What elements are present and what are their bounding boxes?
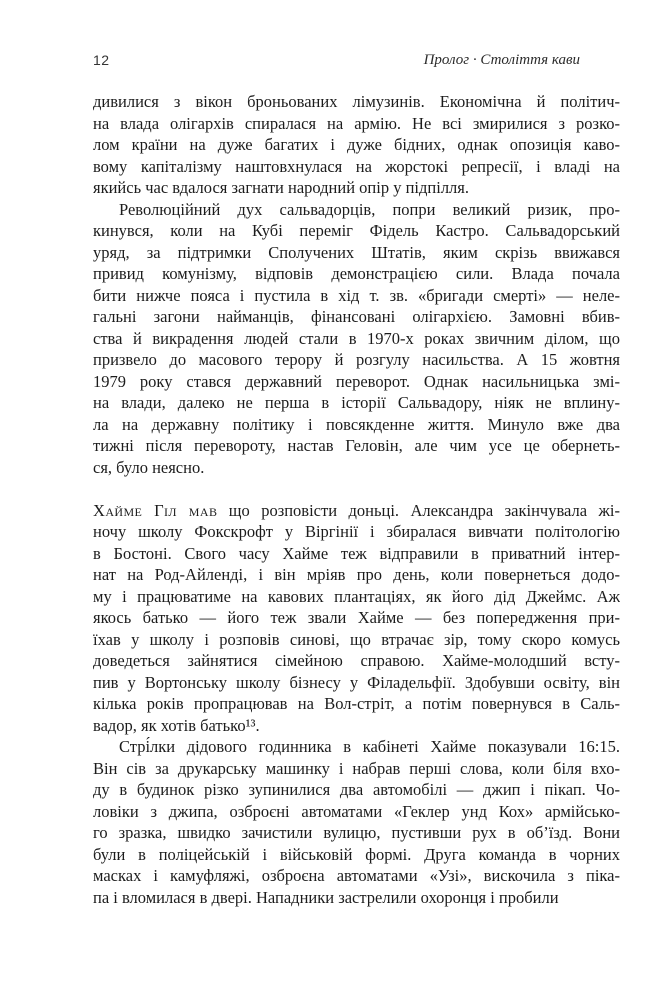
- text-line: лом країни на дуже багатих і дуже бідних, однак опозиція каво-: [93, 135, 620, 154]
- text-line: якийсь час вдалося загнати народний опір у підпілля.: [93, 178, 469, 197]
- text-line: масках і камуфляжі, озброєна автоматами «Узі», вискочила з піка-: [93, 866, 620, 885]
- text-line: Він сів за друкарську машинку і набрав перші слова, коли біля вхо-: [93, 758, 620, 778]
- text-line: на влади, далеко не перша в історії Сальвадору, ніяк не вплину-: [93, 393, 620, 412]
- text-line: ся, було неясно.: [93, 457, 205, 477]
- text-line: вадор, як хотів батько¹³.: [93, 715, 260, 735]
- text-line: пив у Вортонську школу бізнесу у Філадельфії. Здобувши освіту, він: [93, 672, 620, 692]
- text-line: бити нижче пояса і пустила в хід т. зв. «бригади смерті» — неле-: [93, 285, 620, 305]
- text-line: кілька років пропрацював на Вол-стріт, а потім повернувся в Саль-: [93, 694, 620, 713]
- text-line: гальні загони найманців, фінансовані олігархією. Замовні вбив-: [93, 307, 620, 326]
- text-line: му і працюватиме на кавових плантаціях, як його дід Джеймс. Аж: [93, 586, 620, 606]
- text-line: кинувся, коли на Кубі переміг Фідель Кастро. Сальвадорський: [93, 221, 620, 240]
- running-head-title: Пролог · Століття кави: [423, 52, 580, 68]
- paragraph: [93, 500, 620, 737]
- text-line: дивилися з вікон броньованих лімузинів. Економічна й політич-: [93, 92, 620, 111]
- text-line: па і вломилася в двері. Нападники застрелили охоронця і пробили: [93, 887, 559, 907]
- text-line: Стрі́лки дідового годинника в кабінеті Хайме показували 16:15.: [119, 737, 620, 756]
- page-body: [93, 91, 620, 908]
- paragraph: [93, 91, 620, 199]
- text-line: в Бостоні. Свого часу Хайме теж відправили в приватний інтер-: [93, 543, 620, 563]
- text-line: тижні після перевороту, настав Геловін, але чим усе це обернеть-: [93, 436, 620, 455]
- text-line: ночу школу Фокскрофт у Віргінії і збиралася вивчати політологію: [93, 522, 620, 541]
- text-line: ства й викрадення людей стали в 1970-х роках звичним ділом, що: [93, 328, 620, 348]
- text-line: були в поліцейській і військовій формі. Друга команда в чорних: [93, 844, 620, 864]
- text-line: привид комунізму, відповів демонстрацією сили. Влада почала: [93, 264, 620, 283]
- text-line: Хайме Гіл мав що розповісти доньці. Александра закінчувала жі-: [93, 500, 620, 520]
- text-line: призвело до масового терору й розгулу насильства. А 15 жовтня: [93, 350, 620, 369]
- text-line: якось батько — його теж звали Хайме — без попередження при-: [93, 608, 620, 627]
- text-line: на влада олігархів спиралася на армію. Не всі змирилися з розко-: [93, 113, 620, 133]
- running-header: [93, 51, 620, 69]
- text-line: ла на державну політику і повсякденне життя. Минуло вже два: [93, 414, 620, 434]
- text-line: го зразка, швидко зачистили вулицю, пустивши рух в об’їзд. Вони: [93, 823, 620, 842]
- text-line: доведеться зайнятися сімейною справою. Хайме-молодший всту-: [93, 651, 620, 670]
- page-number: 12: [93, 52, 110, 68]
- text-line: ду в будинок різко зупинилися два автомобілі — джип і пікап. Чо-: [93, 780, 620, 799]
- text-line: їхав у школу і розповів синові, що втрачає зір, тому скоро комусь: [93, 629, 620, 649]
- text-line: нат на Род-Айленді, і він мріяв про день, коли повернеться додо-: [93, 565, 620, 584]
- smallcaps-lead: Хайме Гіл мав: [93, 500, 218, 520]
- text-line: вому капіталізму наштовхнулася на жорстокі репресії, і владі на: [93, 156, 620, 176]
- text-line: ловіки з джипа, озброєні автоматами «Геклер унд Кох» армійсько-: [93, 801, 620, 821]
- text-line: 1979 року стався державний переворот. Однак насильницька змі-: [93, 371, 620, 391]
- text-line: Революційний дух сальвадорців, попри великий ризик, про-: [119, 199, 620, 219]
- text-line: уряд, за підтримки Сполучених Штатів, яким скрізь ввижався: [93, 242, 620, 262]
- paragraph: [93, 736, 620, 908]
- paragraph: [93, 199, 620, 479]
